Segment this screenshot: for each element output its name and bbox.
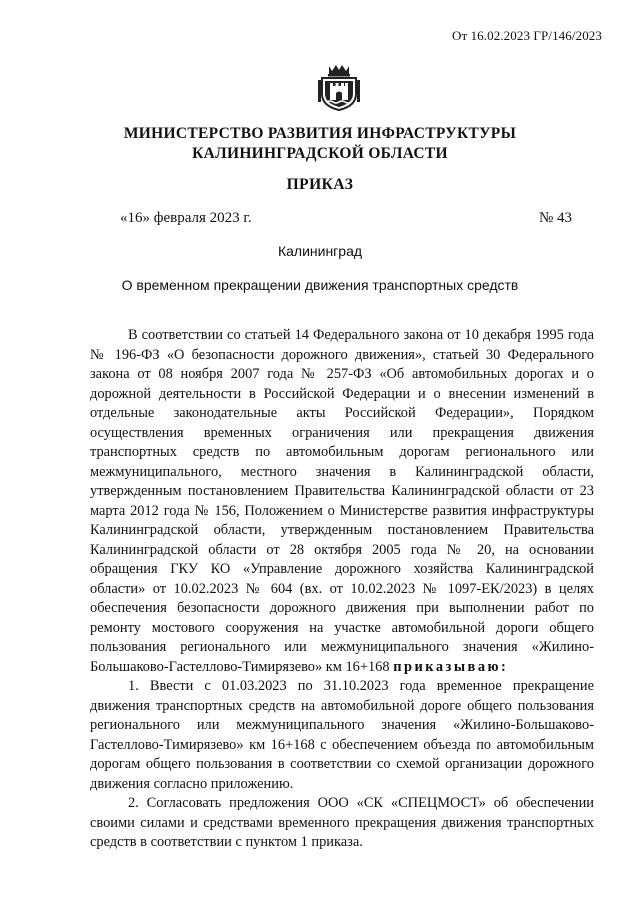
coat-of-arms-icon <box>316 62 362 112</box>
preamble-text: В соответствии со статьей 14 Федерального закона от 10 декабря 1995 года № 196-ФЗ «О безопасности дорожного движения», статьей 30 Федерального закона от 08 ноября 2007 года № 257-ФЗ «Об автомобильных дорогах и о дорожной деятельности в Российской Федерации и о внесении изменений в отдельные законодательные акты Российской Федерации», Порядком осуществления временных ограничения или прекращения движения транспортных средств по автомобильным дорогам регионального или межмуниципального, местного значения в Калининградской области, утвержденным постановлением Правительства Калининградской области от 23 марта 2012 года № 156, Положением о Министерстве развития инфраструктуры Калининградской области, утвержденным постановлением Правительства Калининградской области от 28 октября 2005 года № 20, на основании обращения ГКУ КО «Управление дорожного хозяйства Калининградской области» от 10.02.2023 № 604 (вх. от 10.02.2023 № 1097-ЕК/2023) в целях обеспечения безопасности дорожного движения при выполнении работ по ремонту мостового сооружения на участке автомобильной дороги общего пользования регионального или межмуниципального значения «Жилино-Большаково-Гастеллово-Тимирязево» км 16+168 <box>90 327 594 675</box>
document-date: «16» февраля 2023 г. <box>120 210 252 226</box>
ministry-name-line1: МИНИСТЕРСТВО РАЗВИТИЯ ИНФРАСТРУКТУРЫ <box>123 125 517 142</box>
order-item-1: 1. Ввести с 01.03.2023 по 31.10.2023 года временное прекращение движения транспортных средств на автомобильной дороге общего пользования регионального или межмуниципального значения «Жилино-Большаково-Гастеллово-Тимирязево» км 16+168 с обеспечением объезда по автомобильным дорогам общего пользования в соответствии со схемой организации дорожного движения согласно приложению. <box>90 678 594 792</box>
ministry-name-line2: КАЛИНИНГРАДСКОЙ ОБЛАСТИ <box>192 145 448 162</box>
document-number: № 43 <box>538 210 572 226</box>
ministry-name <box>0 124 640 164</box>
registration-stamp: От 16.02.2023 ГР/146/2023 <box>451 28 602 43</box>
document-type: ПРИКАЗ <box>286 176 354 193</box>
preamble-paragraph <box>90 326 594 677</box>
city: Калининград <box>277 243 363 259</box>
document-subject: О временном прекращении движения транспортных средств <box>121 277 519 293</box>
order-word: приказываю: <box>393 658 509 675</box>
order-item-2: 2. Согласовать предложения ООО «СК «СПЕЦМОСТ» об обеспечении своими силами и средствами временного прекращения движения транспортных средств в соответствии с пунктом 1 приказа. <box>90 795 594 850</box>
document-body <box>90 326 594 853</box>
